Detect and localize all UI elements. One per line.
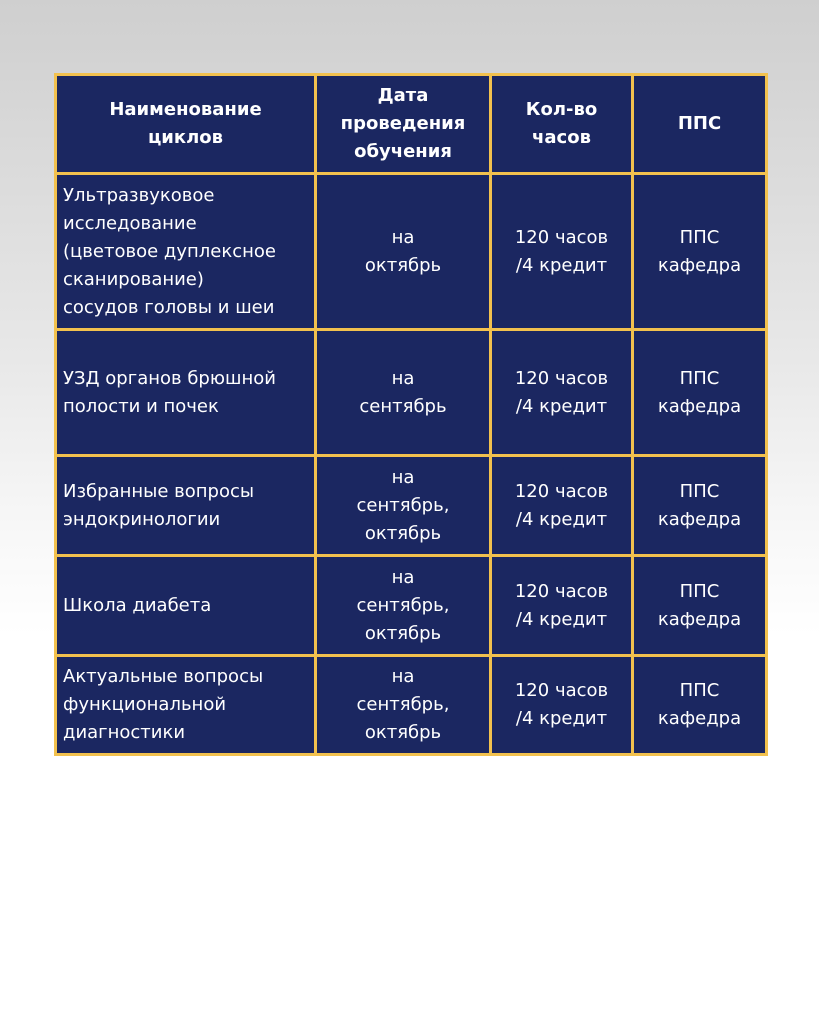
date-cell: на сентябрь, октябрь bbox=[316, 656, 491, 755]
cycle-name-cell: Актуальные вопросы функциональной диагностики bbox=[56, 656, 316, 755]
pps-cell: ППС кафедра bbox=[633, 174, 767, 330]
cycle-name-cell: Избранные вопросы эндокринологии bbox=[56, 456, 316, 556]
hours-cell: 120 часов /4 кредит bbox=[491, 556, 633, 656]
pps-cell: ППС кафедра bbox=[633, 330, 767, 456]
table-row bbox=[56, 656, 767, 755]
date-cell: на сентябрь, октябрь bbox=[316, 556, 491, 656]
table-row bbox=[56, 174, 767, 330]
header-hours: Кол-во часов bbox=[491, 75, 633, 174]
course-table-container bbox=[54, 73, 765, 756]
cycle-name-cell: Ультразвуковое исследование (цветовое дуплексное сканирование) сосудов головы и шеи bbox=[56, 174, 316, 330]
date-cell: на сентябрь bbox=[316, 330, 491, 456]
header-pps: ППС bbox=[633, 75, 767, 174]
header-cycle-name: Наименование циклов bbox=[56, 75, 316, 174]
pps-cell: ППС кафедра bbox=[633, 656, 767, 755]
cycle-name-cell: Школа диабета bbox=[56, 556, 316, 656]
hours-cell: 120 часов /4 кредит bbox=[491, 174, 633, 330]
course-table bbox=[54, 73, 768, 756]
table-row bbox=[56, 456, 767, 556]
table-row bbox=[56, 330, 767, 456]
pps-cell: ППС кафедра bbox=[633, 456, 767, 556]
date-cell: на сентябрь, октябрь bbox=[316, 456, 491, 556]
pps-cell: ППС кафедра bbox=[633, 556, 767, 656]
header-training-date: Дата проведения обучения bbox=[316, 75, 491, 174]
hours-cell: 120 часов /4 кредит bbox=[491, 330, 633, 456]
hours-cell: 120 часов /4 кредит bbox=[491, 656, 633, 755]
cycle-name-cell: УЗД органов брюшной полости и почек bbox=[56, 330, 316, 456]
date-cell: на октябрь bbox=[316, 174, 491, 330]
table-row bbox=[56, 556, 767, 656]
hours-cell: 120 часов /4 кредит bbox=[491, 456, 633, 556]
table-header-row bbox=[56, 75, 767, 174]
